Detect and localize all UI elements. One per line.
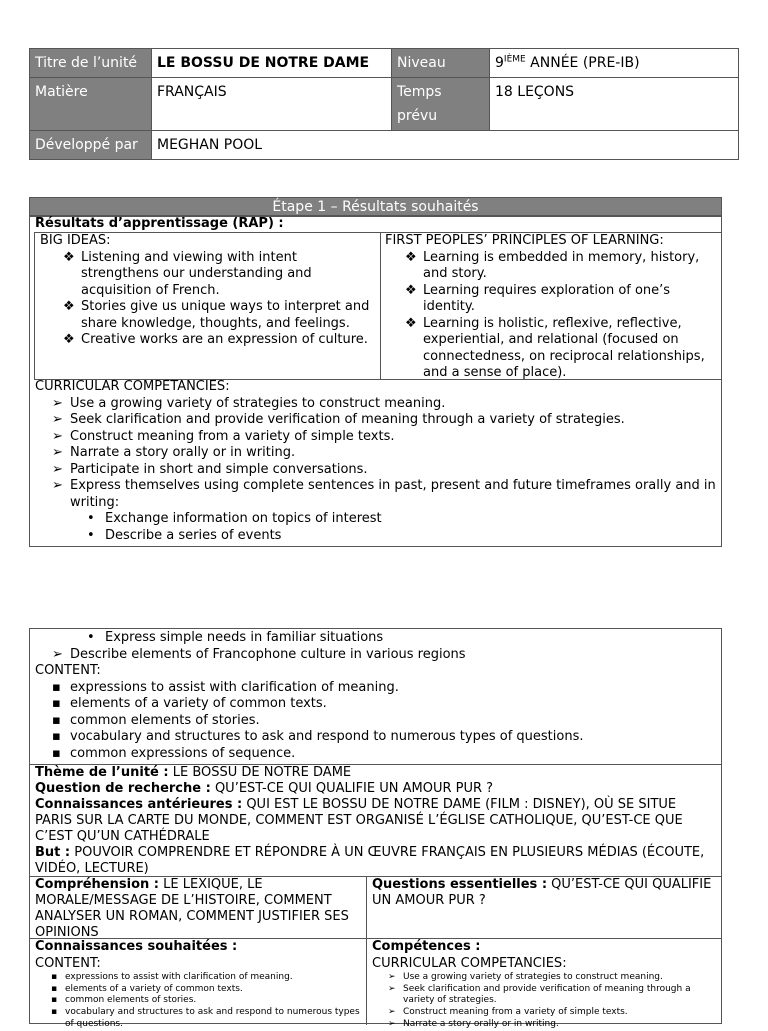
theme-label: Thème de l’unité :: [35, 765, 169, 780]
questions-cell: [372, 877, 717, 909]
competences-text: Seek clarification and provide verification of meaning through a variety of strategies.: [403, 983, 691, 1006]
sub-bullet-text: Describe a series of events: [105, 527, 282, 543]
list-item: [63, 332, 370, 349]
square-bullet-icon: ▪: [52, 696, 61, 711]
dot-bullet-icon: •: [87, 630, 95, 645]
list-item: [52, 478, 717, 511]
niveau-rest: ANNÉE (PRE-IB): [525, 55, 640, 71]
big-ideas-list: [40, 250, 370, 349]
sub-bullet-text: Express simple needs in familiar situations: [105, 630, 384, 645]
but-label: But :: [35, 845, 71, 860]
fppl-heading: FIRST PEOPLES’ PRINCIPLES OF LEARNING:: [385, 233, 664, 248]
big-idea-text: Stories give us unique ways to interpret and share knowledge, thoughts, and feelings.: [81, 299, 370, 331]
list-item: [388, 984, 717, 1007]
list-item: [405, 283, 719, 316]
rap-section: [29, 215, 722, 547]
fppl-column: [385, 233, 719, 382]
connaissances-value: QUI EST LE BOSSU DE NOTRE DAME (FILM : DISNEY), OÙ SE SITUE PARIS SUR LA CARTE DU MONDE, COMMENT EST ORGANISÉ L’ÉGLISE CATHOLIQUE, QU’EST-CE QUE C’EST QU’UN CATHÉDRALE: [35, 797, 683, 844]
arrow-bullet-icon: ➢: [388, 1007, 396, 1018]
competencies-list: [35, 396, 717, 512]
competences-text: Use a growing variety of strategies to construct meaning.: [403, 972, 663, 982]
niveau-label: Niveau: [392, 49, 490, 78]
list-item: [52, 696, 717, 713]
list-item: [52, 680, 717, 697]
temps-label: Temps prévu: [392, 78, 490, 131]
column-divider: [380, 233, 381, 379]
matiere-value: FRANÇAIS: [152, 78, 392, 131]
comprehension-label: Compréhension :: [35, 877, 159, 892]
square-bullet-icon: ▪: [52, 712, 61, 728]
list-item: [52, 412, 717, 429]
ideas-principles-box: [34, 232, 722, 380]
content-text: common expressions of sequence.: [70, 745, 296, 761]
header-row-matiere: [30, 78, 739, 131]
competences-heading: CURRICULAR COMPETANCIES:: [372, 955, 567, 971]
unit-info-block: [35, 765, 717, 877]
question-value: QU’EST-CE QUI QUALIFIE UN AMOUR PUR ?: [210, 781, 494, 796]
content-text: elements of a variety of common texts.: [70, 696, 327, 711]
fppl-list: [385, 250, 719, 382]
question-label: Question de recherche :: [35, 781, 211, 796]
souhaitees-text: expressions to assist with clarification of meaning.: [65, 972, 293, 982]
comprehension-value: LE LEXIQUE, LE MORALE/MESSAGE DE L’HISTOIRE, COMMENT ANALYSER UN ROMAN, COMMENT JUSTIFIER SES OPINIONS: [35, 877, 349, 940]
list-item: [52, 396, 717, 413]
list-item: [52, 713, 717, 730]
competency-text: Narrate a story orally or in writing.: [70, 445, 296, 460]
list-item: [51, 1007, 361, 1030]
square-bullet-icon: ▪: [52, 745, 61, 761]
column-divider: [366, 876, 367, 1025]
content-text: common elements of stories.: [70, 712, 260, 728]
souhaitees-list: [35, 972, 361, 1031]
diamond-bullet-icon: ❖: [63, 332, 75, 347]
but-value: POUVOIR COMPRENDRE ET RÉPONDRE À UN ŒUVRE FRANÇAIS EN PLUSIEURS MÉDIAS (ÉCOUTE, VIDÉO, LECTURE): [35, 845, 705, 876]
list-item: [52, 746, 717, 763]
competency-text: Express themselves using complete sentences in past, present and future timeframes orally and in writing:: [70, 478, 716, 510]
arrow-bullet-icon: ➢: [52, 646, 63, 662]
square-bullet-icon: ▪: [52, 679, 61, 695]
list-item: [52, 462, 717, 479]
square-bullet-icon: ▪: [51, 995, 58, 1006]
titre-label: Titre de l’unité: [30, 49, 152, 78]
list-item: [51, 984, 361, 996]
connaissances-label: Connaissances antérieures :: [35, 797, 243, 812]
diamond-bullet-icon: ❖: [405, 315, 417, 331]
content-list: [35, 680, 717, 763]
fppl-text: Learning is embedded in memory, history, and story.: [423, 249, 700, 281]
diamond-bullet-icon: ❖: [63, 299, 75, 314]
list-item: [52, 729, 717, 746]
theme-value: LE BOSSU DE NOTRE DAME: [168, 765, 352, 780]
arrow-bullet-icon: ➢: [388, 972, 396, 982]
competencies-heading: CURRICULAR COMPETANCIES:: [35, 379, 230, 394]
souhaitees-text: common elements of stories.: [65, 995, 197, 1006]
competences-list: [372, 972, 717, 1031]
content-text: expressions to assist with clarification of meaning.: [70, 679, 399, 695]
list-item: [52, 429, 717, 446]
square-bullet-icon: ▪: [51, 972, 58, 982]
diamond-bullet-icon: ❖: [405, 282, 417, 298]
list-item: [87, 630, 717, 647]
arrow-bullet-icon: ➢: [52, 445, 63, 460]
header-row-developpe: [30, 131, 739, 160]
header-row-titre: [30, 49, 739, 78]
arrow-bullet-icon: ➢: [388, 983, 396, 994]
question-line: [35, 781, 717, 797]
questions-value: QU’EST-CE QUI QUALIFIE UN AMOUR PUR ?: [372, 877, 712, 908]
big-ideas-column: [40, 233, 370, 349]
but-line: [35, 845, 717, 877]
list-item: [87, 528, 717, 545]
arrow-bullet-icon: ➢: [52, 412, 63, 427]
souhaitees-content-heading: CONTENT:: [35, 955, 101, 971]
square-bullet-icon: ▪: [51, 1007, 58, 1018]
souhaitees-text: vocabulary and structures to ask and respond to numerous types of questions.: [65, 1007, 360, 1029]
competences-label: Compétences :: [372, 939, 481, 954]
list-item: [405, 316, 719, 382]
big-idea-text: Listening and viewing with intent strengthens our understanding and acquisition of French.: [81, 249, 312, 298]
competency-text: Construct meaning from a variety of simple texts.: [70, 428, 395, 444]
list-item: [405, 250, 719, 283]
souhaitees-text: elements of a variety of common texts.: [65, 983, 243, 994]
content-heading: CONTENT:: [35, 663, 101, 678]
competency-text: Seek clarification and provide verification of meaning through a variety of strategies.: [70, 412, 625, 427]
fppl-text: Learning is holistic, reflexive, reflective, experiential, and relational (focused on connectedness, on reciprocal relationships, and a sense of place).: [423, 315, 705, 380]
arrow-item-text: Describe elements of Francophone culture in various regions: [70, 646, 466, 662]
content-text: vocabulary and structures to ask and respond to numerous types of questions.: [70, 729, 584, 744]
niveau-number: 9: [495, 55, 504, 71]
stage-1-banner: Étape 1 – Résultats souhaités: [29, 197, 722, 217]
diamond-bullet-icon: ❖: [63, 249, 75, 265]
competences-text: Narrate a story orally or in writing.: [403, 1018, 559, 1029]
dot-bullet-icon: •: [87, 527, 95, 543]
arrow-bullet-icon: ➢: [388, 1018, 396, 1029]
big-idea-text: Creative works are an expression of culture.: [81, 332, 368, 347]
list-item: [87, 511, 717, 528]
list-item: [52, 445, 717, 462]
niveau-value: [490, 49, 739, 78]
souhaitees-cell: [35, 939, 361, 1031]
square-bullet-icon: ▪: [51, 983, 58, 994]
list-item: [63, 299, 370, 332]
continued-section: [29, 628, 722, 1029]
list-item: [51, 972, 361, 984]
matiere-label: Matière: [30, 78, 152, 131]
arrow-bullet-icon: ➢: [52, 428, 63, 444]
niveau-superscript: IÈME: [503, 54, 526, 65]
competency-text: Participate in short and simple conversations.: [70, 461, 368, 477]
list-item: [388, 972, 717, 984]
list-item: [51, 995, 361, 1007]
competencies-block: [35, 379, 717, 544]
sub-bullet-text: Exchange information on topics of interest: [105, 511, 382, 526]
big-ideas-heading: BIG IDEAS:: [40, 233, 111, 248]
competency-text: Use a growing variety of strategies to construct meaning.: [70, 395, 446, 411]
connaissances-line: [35, 797, 717, 845]
list-item: [388, 1019, 717, 1031]
arrow-bullet-icon: ➢: [52, 395, 63, 411]
continued-sub-list: [35, 630, 717, 647]
continued-arrow-list: [35, 647, 717, 664]
arrow-bullet-icon: ➢: [52, 461, 63, 477]
dot-bullet-icon: •: [87, 511, 95, 526]
continued-content-block: [35, 630, 717, 762]
titre-value: LE BOSSU DE NOTRE DAME: [152, 49, 392, 78]
square-bullet-icon: ▪: [52, 729, 61, 744]
arrow-bullet-icon: ➢: [52, 478, 63, 493]
unit-header-table: [29, 48, 739, 160]
diamond-bullet-icon: ❖: [405, 249, 417, 265]
competences-text: Construct meaning from a variety of simple texts.: [403, 1007, 628, 1018]
list-item: [388, 1007, 717, 1019]
list-item: [63, 250, 370, 300]
rap-heading: Résultats d’apprentissage (RAP) :: [35, 216, 284, 231]
list-item: [52, 647, 717, 664]
developpe-label: Développé par: [30, 131, 152, 160]
questions-label: Questions essentielles :: [372, 877, 548, 892]
comprehension-cell: [35, 877, 361, 941]
temps-value: 18 LEÇONS: [490, 78, 739, 131]
competences-cell: [372, 939, 717, 1031]
developpe-value: MEGHAN POOL: [152, 131, 739, 160]
competency-sub-list: [35, 511, 717, 544]
theme-line: [35, 765, 717, 781]
souhaitees-label: Connaissances souhaitées :: [35, 939, 238, 954]
fppl-text: Learning requires exploration of one’s identity.: [423, 282, 671, 314]
